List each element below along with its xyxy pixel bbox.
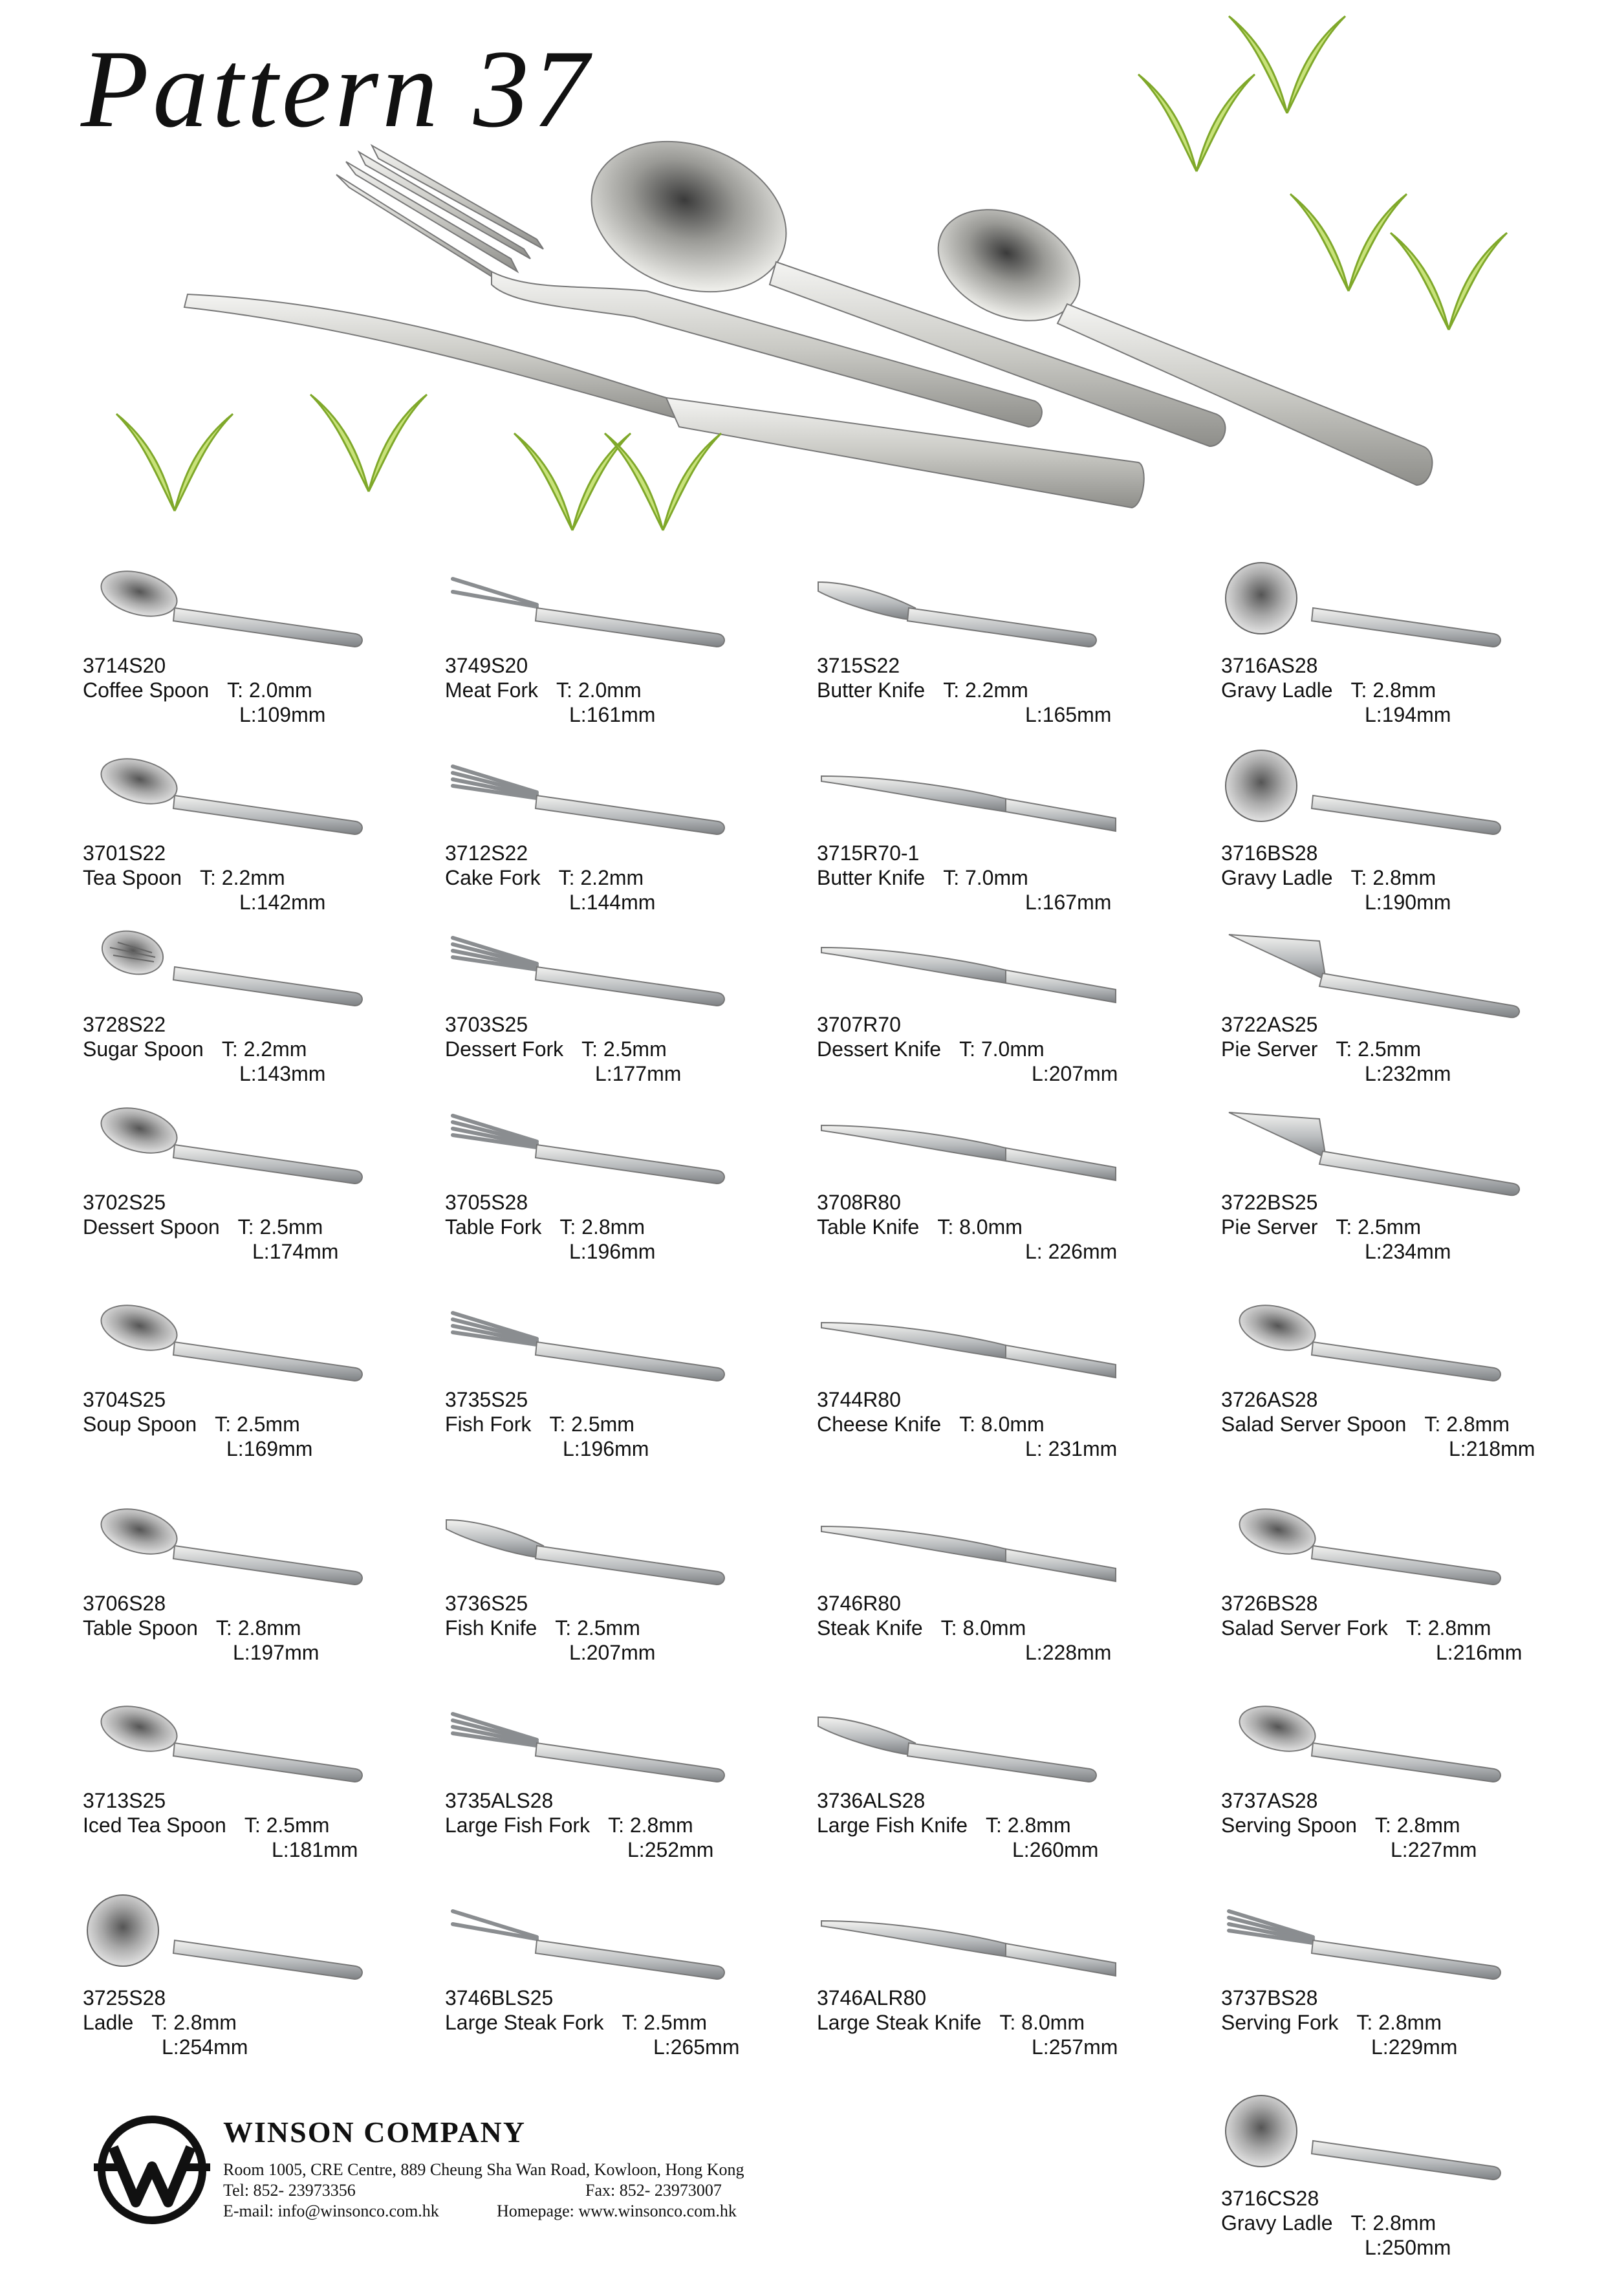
product-thickness: T: 2.8mm [1350, 678, 1436, 702]
company-name: WINSON COMPANY [223, 2116, 526, 2149]
hero-small-spoon [920, 188, 1433, 485]
product-item [78, 757, 440, 925]
product-length: L:143mm [239, 1062, 326, 1085]
leaf-icon [1138, 74, 1255, 171]
product-code: 3737AS28 [1221, 1789, 1318, 1812]
fork-utensil-icon [440, 928, 802, 1019]
product-item [812, 1901, 1174, 2070]
product-length: L: 231mm [1025, 1437, 1118, 1460]
company-footer [91, 2115, 931, 2244]
product-name: Soup Spoon [83, 1413, 197, 1436]
product-thickness: T: 2.5mm [1336, 1037, 1421, 1061]
product-length: L:196mm [563, 1437, 649, 1460]
product-name: Salad Server Spoon [1221, 1413, 1407, 1436]
product-code: 3715S22 [817, 654, 900, 677]
product-name: Coffee Spoon [83, 678, 210, 702]
product-code: 3704S25 [83, 1388, 166, 1411]
product-code: 3746ALR80 [817, 1986, 927, 2009]
leaf-icon [605, 433, 721, 530]
spoon-utensil-icon [78, 1303, 440, 1394]
product-length: L:207mm [569, 1641, 656, 1664]
product-thickness: T: 2.5mm [622, 2011, 708, 2034]
product-code: 3736S25 [445, 1592, 528, 1615]
leaf-icon [310, 395, 427, 492]
product-item [1216, 1704, 1578, 1872]
leaf-icon [1229, 16, 1345, 113]
product-name: Steak Knife [817, 1616, 923, 1640]
product-length: L:177mm [595, 1062, 682, 1085]
product-item [440, 1106, 802, 1274]
product-name: Fish Fork [445, 1413, 532, 1436]
shell-utensil-icon [78, 928, 440, 1019]
knife-utensil-icon [812, 1507, 1174, 1597]
product-thickness: T: 2.5mm [215, 1413, 300, 1436]
spoon-utensil-icon [1216, 1704, 1578, 1795]
product-thickness: T: 2.0mm [227, 678, 312, 702]
product-item [440, 757, 802, 925]
product-length: L:167mm [1025, 891, 1112, 914]
product-thickness: T: 2.5mm [1336, 1215, 1421, 1239]
product-length: L:218mm [1449, 1437, 1535, 1460]
product-code: 3735S25 [445, 1388, 528, 1411]
ladle-utensil-icon [1216, 2102, 1578, 2193]
fork-utensil-icon [440, 757, 802, 847]
product-code: 3702S25 [83, 1191, 166, 1214]
product-thickness: T: 2.2mm [943, 678, 1028, 702]
product-length: L:254mm [162, 2035, 248, 2059]
product-name: Meat Fork [445, 678, 539, 702]
product-thickness: T: 2.8mm [1350, 866, 1436, 889]
product-item [812, 1106, 1174, 1274]
product-name: Iced Tea Spoon [83, 1814, 226, 1837]
product-item [440, 928, 802, 1096]
product-code: 3703S25 [445, 1013, 528, 1036]
product-name: Dessert Spoon [83, 1215, 220, 1239]
product-name: Sugar Spoon [83, 1037, 204, 1061]
product-item [78, 1303, 440, 1471]
page-title: Pattern 37 [81, 28, 592, 151]
product-item [78, 1704, 440, 1872]
product-name: Gravy Ladle [1221, 678, 1333, 702]
product-thickness: T: 8.0mm [959, 1413, 1045, 1436]
company-address: Room 1005, CRE Centre, 889 Cheung Sha Wan Road, Kowloon, Hong Kong [223, 2160, 744, 2179]
product-length: L:174mm [252, 1240, 339, 1263]
spoon-utensil-icon [1216, 1303, 1578, 1394]
product-thickness: T: 2.8mm [1350, 2211, 1436, 2235]
product-name: Dessert Fork [445, 1037, 564, 1061]
product-thickness: T: 2.8mm [1356, 2011, 1442, 2034]
product-name: Serving Spoon [1221, 1814, 1357, 1837]
product-name: Large Fish Fork [445, 1814, 591, 1837]
product-name: Butter Knife [817, 678, 926, 702]
product-code: 3716BS28 [1221, 841, 1318, 865]
product-thickness: T: 8.0mm [940, 1616, 1026, 1640]
product-thickness: T: 8.0mm [937, 1215, 1023, 1239]
product-item [812, 1507, 1174, 1675]
product-name: Serving Fork [1221, 2011, 1339, 2034]
leaf-icon [514, 433, 631, 530]
product-item [812, 569, 1174, 737]
product-thickness: T: 2.2mm [200, 866, 285, 889]
product-item [812, 928, 1174, 1096]
spoon-utensil-icon [78, 569, 440, 660]
spoon-utensil-icon [78, 757, 440, 847]
product-code: 3714S20 [83, 654, 166, 677]
product-name: Dessert Knife [817, 1037, 942, 1061]
product-name: Table Knife [817, 1215, 920, 1239]
product-name: Table Spoon [83, 1616, 198, 1640]
product-code: 3722AS25 [1221, 1013, 1318, 1036]
product-thickness: T: 2.2mm [558, 866, 644, 889]
leaf-icon [1290, 194, 1407, 291]
product-thickness: T: 2.8mm [1424, 1413, 1510, 1436]
fork-utensil-icon [440, 1303, 802, 1394]
product-length: L:194mm [1365, 703, 1451, 726]
product-name: Butter Knife [817, 866, 926, 889]
fork-utensil-icon [1216, 1901, 1578, 1992]
knife-utensil-icon [812, 1303, 1174, 1394]
product-code: 3726AS28 [1221, 1388, 1318, 1411]
product-item [78, 1901, 440, 2070]
product-item [1216, 569, 1578, 737]
product-length: L:197mm [233, 1641, 320, 1664]
product-code: 3713S25 [83, 1789, 166, 1812]
product-thickness: T: 2.8mm [1405, 1616, 1491, 1640]
product-code: 3716AS28 [1221, 654, 1318, 677]
pie-utensil-icon [1216, 928, 1578, 1019]
product-thickness: T: 7.0mm [943, 866, 1028, 889]
product-name: Gravy Ladle [1221, 866, 1333, 889]
product-item [78, 928, 440, 1096]
product-item [78, 569, 440, 737]
hero-cutlery-illustration [0, 0, 1604, 550]
product-code: 3706S28 [83, 1592, 166, 1615]
fishknife-utensil-icon [440, 1507, 802, 1597]
product-length: L:234mm [1365, 1240, 1451, 1263]
product-length: L:161mm [569, 703, 656, 726]
knife-utensil-icon [812, 1106, 1174, 1197]
product-thickness: T: 2.5mm [244, 1814, 330, 1837]
knife-utensil-icon [812, 1901, 1174, 1992]
product-item [1216, 757, 1578, 925]
product-item [440, 1507, 802, 1675]
fork2-utensil-icon [440, 1901, 802, 1992]
product-name: Cake Fork [445, 866, 541, 889]
product-item [78, 1507, 440, 1675]
product-thickness: T: 2.8mm [608, 1814, 693, 1837]
ladle-utensil-icon [1216, 569, 1578, 660]
product-thickness: T: 2.5mm [549, 1413, 634, 1436]
fork-utensil-icon [440, 1106, 802, 1197]
product-length: L:228mm [1025, 1641, 1112, 1664]
product-length: L:232mm [1365, 1062, 1451, 1085]
product-length: L:169mm [226, 1437, 313, 1460]
product-length: L:257mm [1032, 2035, 1118, 2059]
product-length: L:250mm [1365, 2236, 1451, 2259]
product-grid [0, 550, 1604, 2296]
product-length: L:109mm [239, 703, 326, 726]
knife-utensil-icon [812, 928, 1174, 1019]
product-name: Cheese Knife [817, 1413, 942, 1436]
product-thickness: T: 2.0mm [556, 678, 642, 702]
product-item [1216, 928, 1578, 1096]
product-length: L:260mm [1012, 1838, 1099, 1861]
product-name: Large Fish Knife [817, 1814, 968, 1837]
product-item [440, 569, 802, 737]
product-code: 3746R80 [817, 1592, 901, 1615]
product-code: 3701S22 [83, 841, 166, 865]
product-name: Salad Server Fork [1221, 1616, 1388, 1640]
product-item [1216, 1106, 1578, 1274]
product-length: L:252mm [627, 1838, 714, 1861]
fishknife-utensil-icon [812, 569, 1174, 660]
product-item [78, 1106, 440, 1274]
product-thickness: T: 7.0mm [959, 1037, 1045, 1061]
product-code: 3749S20 [445, 654, 528, 677]
product-length: L:181mm [272, 1838, 358, 1861]
knife-utensil-icon [812, 757, 1174, 847]
product-code: 3725S28 [83, 1986, 166, 2009]
leaf-icon [1391, 233, 1507, 330]
hero-spoon [570, 116, 1226, 446]
product-code: 3736ALS28 [817, 1789, 926, 1812]
product-length: L:229mm [1371, 2035, 1458, 2059]
product-thickness: T: 2.8mm [986, 1814, 1071, 1837]
product-code: 3744R80 [817, 1388, 901, 1411]
product-code: 3715R70-1 [817, 841, 920, 865]
product-code: 3746BLS25 [445, 1986, 554, 2009]
product-code: 3726BS28 [1221, 1592, 1318, 1615]
product-thickness: T: 2.8mm [1374, 1814, 1460, 1837]
product-name: Pie Server [1221, 1037, 1318, 1061]
fishknife-utensil-icon [812, 1704, 1174, 1795]
product-length: L:207mm [1032, 1062, 1118, 1085]
company-fax: Fax: 852- 23973007 [585, 2181, 722, 2200]
product-code: 3716CS28 [1221, 2187, 1319, 2210]
product-item [1216, 1901, 1578, 2070]
product-thickness: T: 8.0mm [999, 2011, 1085, 2034]
fork2-utensil-icon [440, 569, 802, 660]
product-code: 3707R70 [817, 1013, 901, 1036]
product-name: Pie Server [1221, 1215, 1318, 1239]
product-name: Gravy Ladle [1221, 2211, 1333, 2235]
spoon-utensil-icon [1216, 1507, 1578, 1597]
company-tel: Tel: 852- 23973356 [223, 2181, 356, 2200]
company-email[interactable]: E-mail: info@winsonco.com.hk [223, 2202, 439, 2220]
product-item [1216, 2102, 1578, 2270]
product-length: L:265mm [653, 2035, 740, 2059]
product-code: 3735ALS28 [445, 1789, 554, 1812]
product-name: Ladle [83, 2011, 134, 2034]
product-name: Table Fork [445, 1215, 542, 1239]
product-item [1216, 1507, 1578, 1675]
leaf-icon [116, 414, 233, 511]
product-length: L: 226mm [1025, 1240, 1118, 1263]
product-length: L:144mm [569, 891, 656, 914]
product-code: 3712S22 [445, 841, 528, 865]
ladle-utensil-icon [1216, 757, 1578, 847]
product-thickness: T: 2.8mm [559, 1215, 645, 1239]
product-item [812, 1303, 1174, 1471]
product-thickness: T: 2.8mm [215, 1616, 301, 1640]
pie-utensil-icon [1216, 1106, 1578, 1197]
product-code: 3722BS25 [1221, 1191, 1318, 1214]
fork-utensil-icon [440, 1704, 802, 1795]
product-name: Large Steak Knife [817, 2011, 982, 2034]
ladle-utensil-icon [78, 1901, 440, 1992]
product-length: L:165mm [1025, 703, 1112, 726]
product-thickness: T: 2.2mm [221, 1037, 307, 1061]
product-item [1216, 1303, 1578, 1471]
product-code: 3705S28 [445, 1191, 528, 1214]
spoon-utensil-icon [78, 1106, 440, 1197]
product-item [440, 1303, 802, 1471]
product-length: L:216mm [1436, 1641, 1523, 1664]
company-homepage[interactable]: Homepage: www.winsonco.com.hk [497, 2202, 737, 2220]
product-code: 3728S22 [83, 1013, 166, 1036]
winson-w-logo-icon [91, 2108, 213, 2231]
product-thickness: T: 2.5mm [581, 1037, 667, 1061]
product-item [812, 1704, 1174, 1872]
spoon-utensil-icon [78, 1507, 440, 1597]
product-name: Large Steak Fork [445, 2011, 604, 2034]
product-code: 3737BS28 [1221, 1986, 1318, 2009]
product-length: L:190mm [1365, 891, 1451, 914]
product-item [812, 757, 1174, 925]
product-thickness: T: 2.8mm [151, 2011, 237, 2034]
spoon-utensil-icon [78, 1704, 440, 1795]
product-length: L:142mm [239, 891, 326, 914]
product-length: L:196mm [569, 1240, 656, 1263]
product-name: Tea Spoon [83, 866, 182, 889]
product-code: 3708R80 [817, 1191, 901, 1214]
product-thickness: T: 2.5mm [555, 1616, 640, 1640]
product-item [440, 1704, 802, 1872]
product-item [440, 1901, 802, 2070]
product-thickness: T: 2.5mm [237, 1215, 323, 1239]
product-name: Fish Knife [445, 1616, 537, 1640]
product-length: L:227mm [1391, 1838, 1477, 1861]
